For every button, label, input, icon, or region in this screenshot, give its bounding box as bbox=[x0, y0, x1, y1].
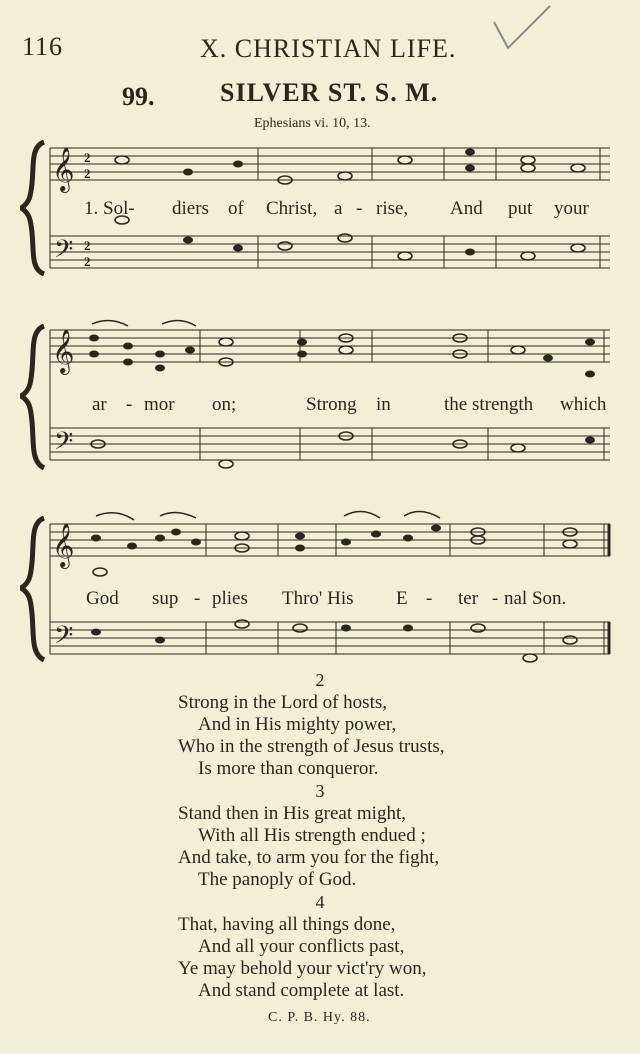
svg-text:𝄢: 𝄢 bbox=[54, 621, 74, 656]
lyric-syllable: the strength bbox=[444, 394, 534, 415]
verse-line: And stand complete at last. bbox=[198, 980, 405, 1001]
verse-number: 3 bbox=[315, 781, 325, 801]
svg-text:𝄢: 𝄢 bbox=[54, 235, 74, 270]
svg-text:𝄞: 𝄞 bbox=[52, 147, 75, 191]
verse-line: Strong in the Lord of hosts, bbox=[178, 692, 387, 713]
lyric-syllable: ar bbox=[92, 394, 107, 415]
svg-text:𝄞: 𝄞 bbox=[52, 329, 75, 373]
svg-text:𝄢: 𝄢 bbox=[54, 427, 74, 462]
lyric-syllable: 1. Sol- bbox=[84, 198, 135, 219]
check-mark bbox=[488, 0, 558, 60]
lyric-syllable: in bbox=[376, 394, 391, 415]
lyric-syllable: plies bbox=[212, 588, 248, 609]
svg-text:2: 2 bbox=[84, 166, 91, 181]
lyric-syllable: - bbox=[492, 588, 499, 609]
verse-line: Is more than conqueror. bbox=[198, 758, 379, 779]
lyric-syllable: - bbox=[194, 588, 201, 609]
lyric-syllable: rise, bbox=[376, 198, 409, 219]
lyric-syllable: your bbox=[554, 198, 589, 219]
lyric-syllable: ter bbox=[458, 588, 479, 609]
verse-number: 2 bbox=[315, 670, 325, 690]
lyric-syllable: nal Son. bbox=[504, 588, 567, 609]
hymn-number: 99. bbox=[122, 82, 155, 111]
lyric-syllable: And bbox=[450, 198, 483, 219]
running-head: X. CHRISTIAN LIFE. bbox=[200, 34, 457, 63]
scripture-reference: Ephesians vi. 10, 13. bbox=[254, 116, 371, 131]
svg-text:2: 2 bbox=[84, 254, 91, 269]
lyric-syllable: - bbox=[356, 198, 363, 219]
verse-line: That, having all things done, bbox=[178, 914, 396, 935]
lyric-syllable: God bbox=[86, 588, 119, 609]
verse-line: And in His mighty power, bbox=[198, 714, 397, 735]
verse-number: 4 bbox=[315, 892, 325, 912]
svg-text:2: 2 bbox=[84, 238, 91, 253]
verse-line: Stand then in His great might, bbox=[178, 803, 406, 824]
verse-line: Ye may behold your vict'ry won, bbox=[178, 958, 427, 979]
lyric-syllable: Thro' His bbox=[282, 588, 354, 609]
music-system-1 bbox=[0, 138, 640, 278]
lyric-syllable: mor bbox=[144, 394, 175, 415]
page-number: 116 bbox=[22, 32, 64, 61]
verse-line: With all His strength endued ; bbox=[198, 825, 426, 846]
lyric-syllable: a bbox=[334, 198, 343, 219]
verse-line: The panoply of God. bbox=[198, 869, 357, 890]
lyric-syllable: - bbox=[126, 394, 133, 415]
music-system-2 bbox=[0, 318, 640, 474]
tune-name: SILVER ST. S. M. bbox=[220, 78, 439, 107]
verse-line: And take, to arm you for the fight, bbox=[178, 847, 440, 868]
lyric-syllable: put bbox=[508, 198, 533, 219]
svg-text:2: 2 bbox=[84, 150, 91, 165]
lyric-syllable: diers bbox=[172, 198, 209, 219]
lyric-syllable: which bbox=[560, 394, 607, 415]
lyric-syllable: - bbox=[426, 588, 433, 609]
lyric-syllable: Strong bbox=[306, 394, 357, 415]
lyric-syllable: on; bbox=[212, 394, 237, 415]
source-citation: C. P. B. Hy. 88. bbox=[268, 1010, 371, 1025]
music-system-3 bbox=[0, 510, 640, 666]
lyric-syllable: Christ, bbox=[266, 198, 318, 219]
svg-text:𝄞: 𝄞 bbox=[52, 523, 75, 567]
lyric-syllable: sup bbox=[152, 588, 179, 609]
verse-line: Who in the strength of Jesus trusts, bbox=[178, 736, 445, 757]
lyric-syllable: E bbox=[396, 588, 408, 609]
lyric-syllable: of bbox=[228, 198, 244, 219]
verse-line: And all your conflicts past, bbox=[198, 936, 405, 957]
